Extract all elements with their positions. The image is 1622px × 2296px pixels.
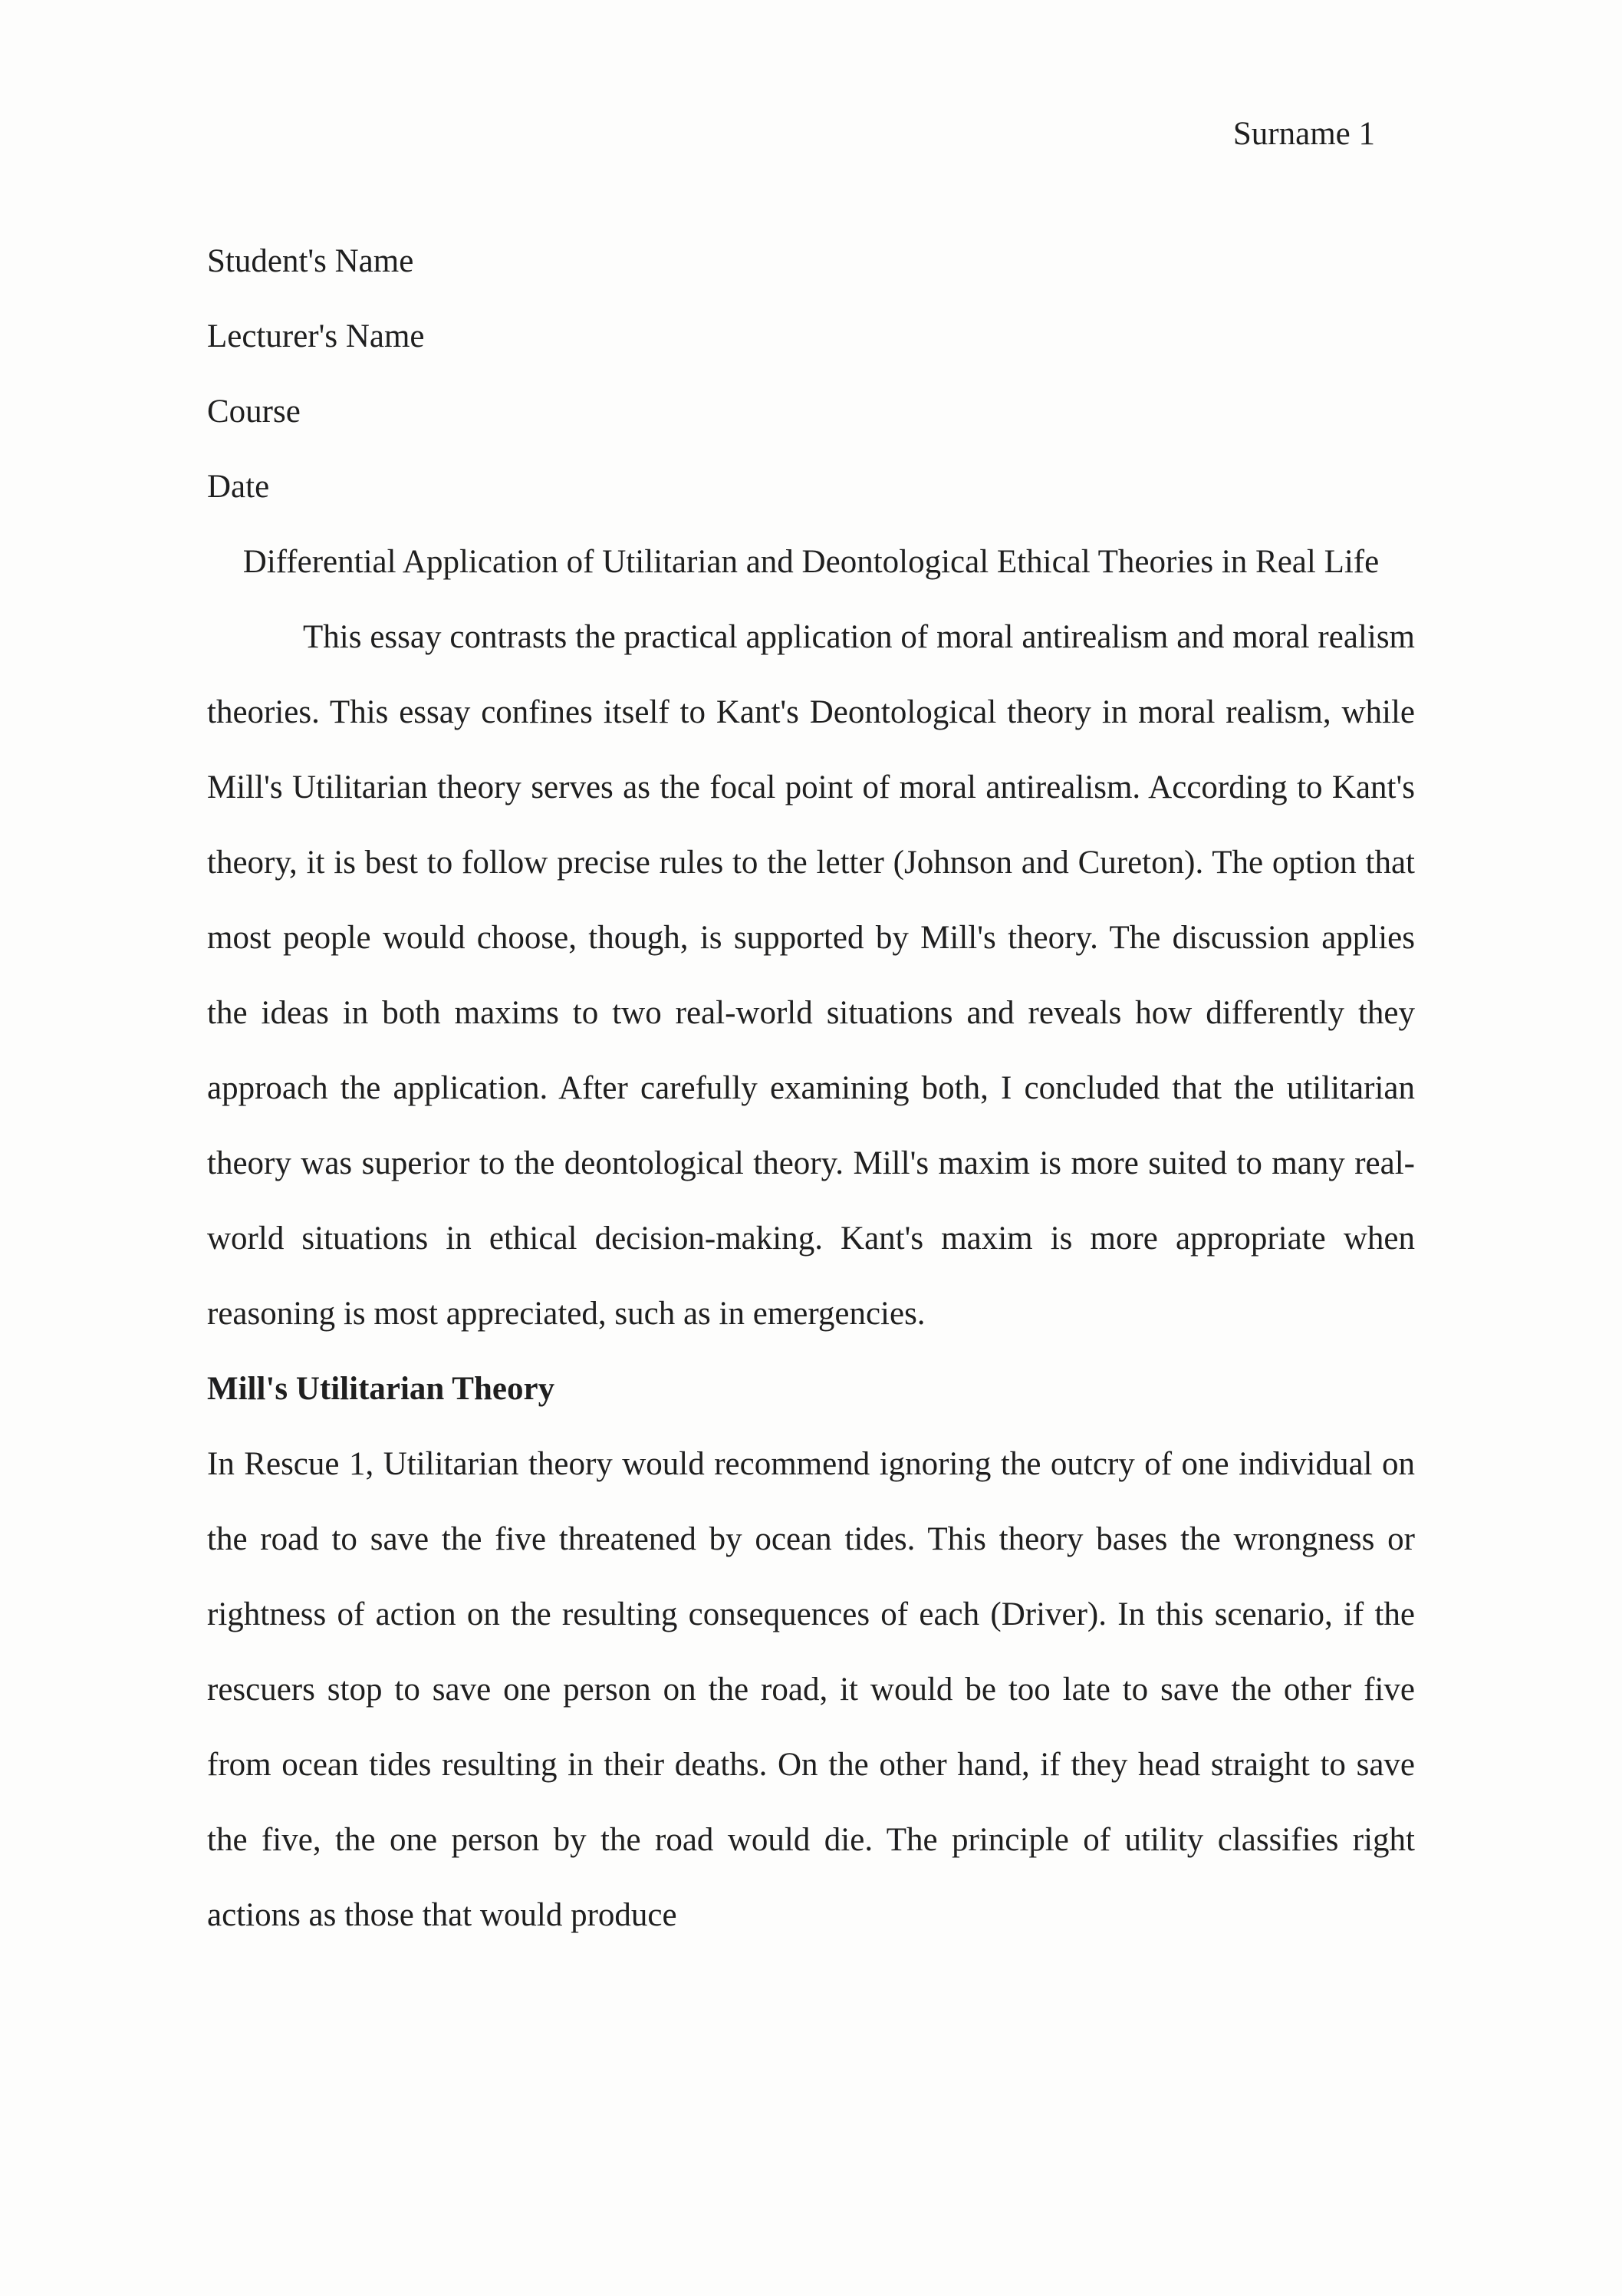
page-content xyxy=(0,97,1622,2296)
section-heading-mills-utilitarian-theory: Mill's Utilitarian Theory xyxy=(207,1371,555,1407)
running-header: Surname 1 xyxy=(1232,116,1375,152)
student-info-block xyxy=(207,224,1415,525)
course-line: Course xyxy=(207,394,301,430)
essay-title: Differential Application of Utilitarian and Deontological Ethical Theories in Real Life xyxy=(242,544,1380,580)
intro-paragraph: This essay contrasts the practical application of moral antirealism and moral realism theories. This essay confines itself to Kant's Deontological theory in moral realism, while Mill's Utilitarian theory serves as the focal point of moral antirealism. According to Kant's theory, it is best to follow precise rules to the letter (Johnson and Cureton). The option that most people would choose, though, is supported by Mill's theory. The discussion applies the ideas in both maxims to two real-world situations and reveals how differently they approach the application. After carefully examining both, I concluded that the utilitarian theory was superior to the deontological theory. Mill's maxim is more suited to many real-world situations in ethical decision-making. Kant's maxim is more appropriate when reasoning is most appreciated, such as in emergencies. xyxy=(207,619,1415,1332)
date-line: Date xyxy=(207,469,270,505)
body-paragraph-rescue-1: In Rescue 1, Utilitarian theory would recommend ignoring the outcry of one individual on the road to save the five threatened by ocean tides. This theory bases the wrongness or rightness of action on the resulting consequences of each (Driver). In this scenario, if the rescuers stop to save one person on the road, it would be too late to save the other five from ocean tides resulting in their deaths. On the other hand, if they head straight to save the five, the one person by the road would die. The principle of utility classifies right actions as those that would produce xyxy=(207,1446,1415,1933)
student-name-line: Student's Name xyxy=(207,243,414,279)
lecturer-name-line: Lecturer's Name xyxy=(207,318,425,354)
